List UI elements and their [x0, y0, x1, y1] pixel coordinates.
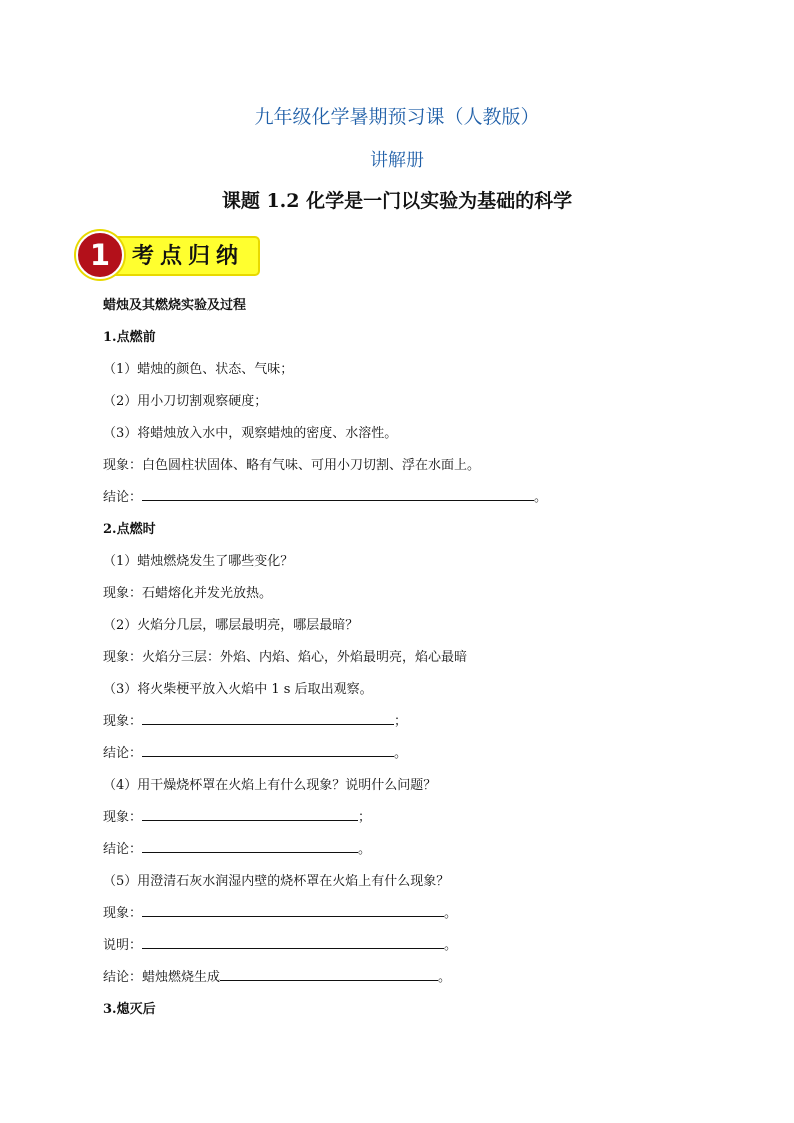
volume-title: 讲解册	[370, 150, 424, 171]
before-phenomenon: 现象：白色圆柱状固体、略有气味、可用小刀切割、浮在水面上。	[103, 458, 481, 473]
before-q2: （2）用小刀切割观察硬度；	[103, 394, 268, 409]
conclusion-end: 。	[534, 490, 548, 505]
phenomenon-end: 。	[444, 906, 458, 921]
before-q1: （1）蜡烛的颜色、状态、气味；	[103, 362, 294, 377]
conclusion-end: 。	[394, 746, 408, 761]
phenomenon-label: 现象：	[103, 810, 143, 825]
q5-explain-row	[103, 934, 457, 953]
phenomenon-label: 现象：	[103, 714, 143, 729]
q3-phenomenon-row	[103, 710, 407, 729]
during-a1: 现象：石蜡熔化并发光放热。	[103, 586, 273, 601]
section-heading: 蜡烛及其燃烧实验及过程	[103, 298, 247, 313]
during-q3: （3）将火柴梗平放入火焰中 1 s 后取出观察。	[103, 682, 373, 697]
conclusion-label: 结论：	[103, 490, 143, 505]
phenomenon-end: ；	[394, 714, 408, 729]
during-q1: （1）蜡烛燃烧发生了哪些变化？	[103, 554, 294, 569]
answer-blank[interactable]	[220, 966, 438, 981]
conclusion-end: 。	[358, 842, 372, 857]
before-q3: （3）将蜡烛放入水中，观察蜡烛的密度、水溶性。	[103, 426, 398, 441]
during-q4: （4）用干燥烧杯罩在火焰上有什么现象？说明什么问题？	[103, 778, 437, 793]
answer-blank[interactable]	[142, 486, 534, 501]
q5-phenomenon-row	[103, 902, 457, 921]
during-heading: 2.点燃时	[103, 522, 156, 537]
during-a2: 现象：火焰分三层：外焰、内焰、焰心，外焰最明亮，焰心最暗	[103, 650, 468, 665]
conclusion-end: 。	[438, 970, 452, 985]
conclusion-label: 结论：	[103, 842, 143, 857]
answer-blank[interactable]	[142, 934, 444, 949]
explain-label: 说明：	[103, 938, 143, 953]
conclusion-label: 结论：	[103, 746, 143, 761]
during-q5: （5）用澄清石灰水润湿内壁的烧杯罩在火焰上有什么现象？	[103, 874, 450, 889]
explain-end: 。	[444, 938, 458, 953]
phenomenon-end: ；	[358, 810, 372, 825]
q3-conclusion-row	[103, 742, 407, 761]
during-q2: （2）火焰分几层，哪层最明亮，哪层最暗？	[103, 618, 359, 633]
series-title: 九年级化学暑期预习课（人教版）	[254, 106, 540, 128]
answer-blank[interactable]	[142, 742, 394, 757]
before-conclusion-row	[103, 486, 547, 505]
after-heading: 3.熄灭后	[103, 1002, 156, 1017]
q4-conclusion-row	[103, 838, 371, 857]
q5-conclusion-row	[103, 966, 451, 985]
conclusion-label: 结论：蜡烛燃烧生成	[103, 970, 221, 985]
phenomenon-label: 现象：	[103, 906, 143, 921]
section-badge	[76, 231, 258, 277]
answer-blank[interactable]	[142, 902, 444, 917]
badge-number: 1	[76, 231, 124, 279]
lesson-title: 课题 1.2 化学是一门以实验为基础的科学	[221, 190, 573, 212]
badge-label: 考点归纳	[132, 244, 245, 269]
answer-blank[interactable]	[142, 710, 394, 725]
before-heading: 1.点燃前	[103, 330, 156, 345]
q4-phenomenon-row	[103, 806, 371, 825]
answer-blank[interactable]	[142, 838, 358, 853]
answer-blank[interactable]	[142, 806, 358, 821]
